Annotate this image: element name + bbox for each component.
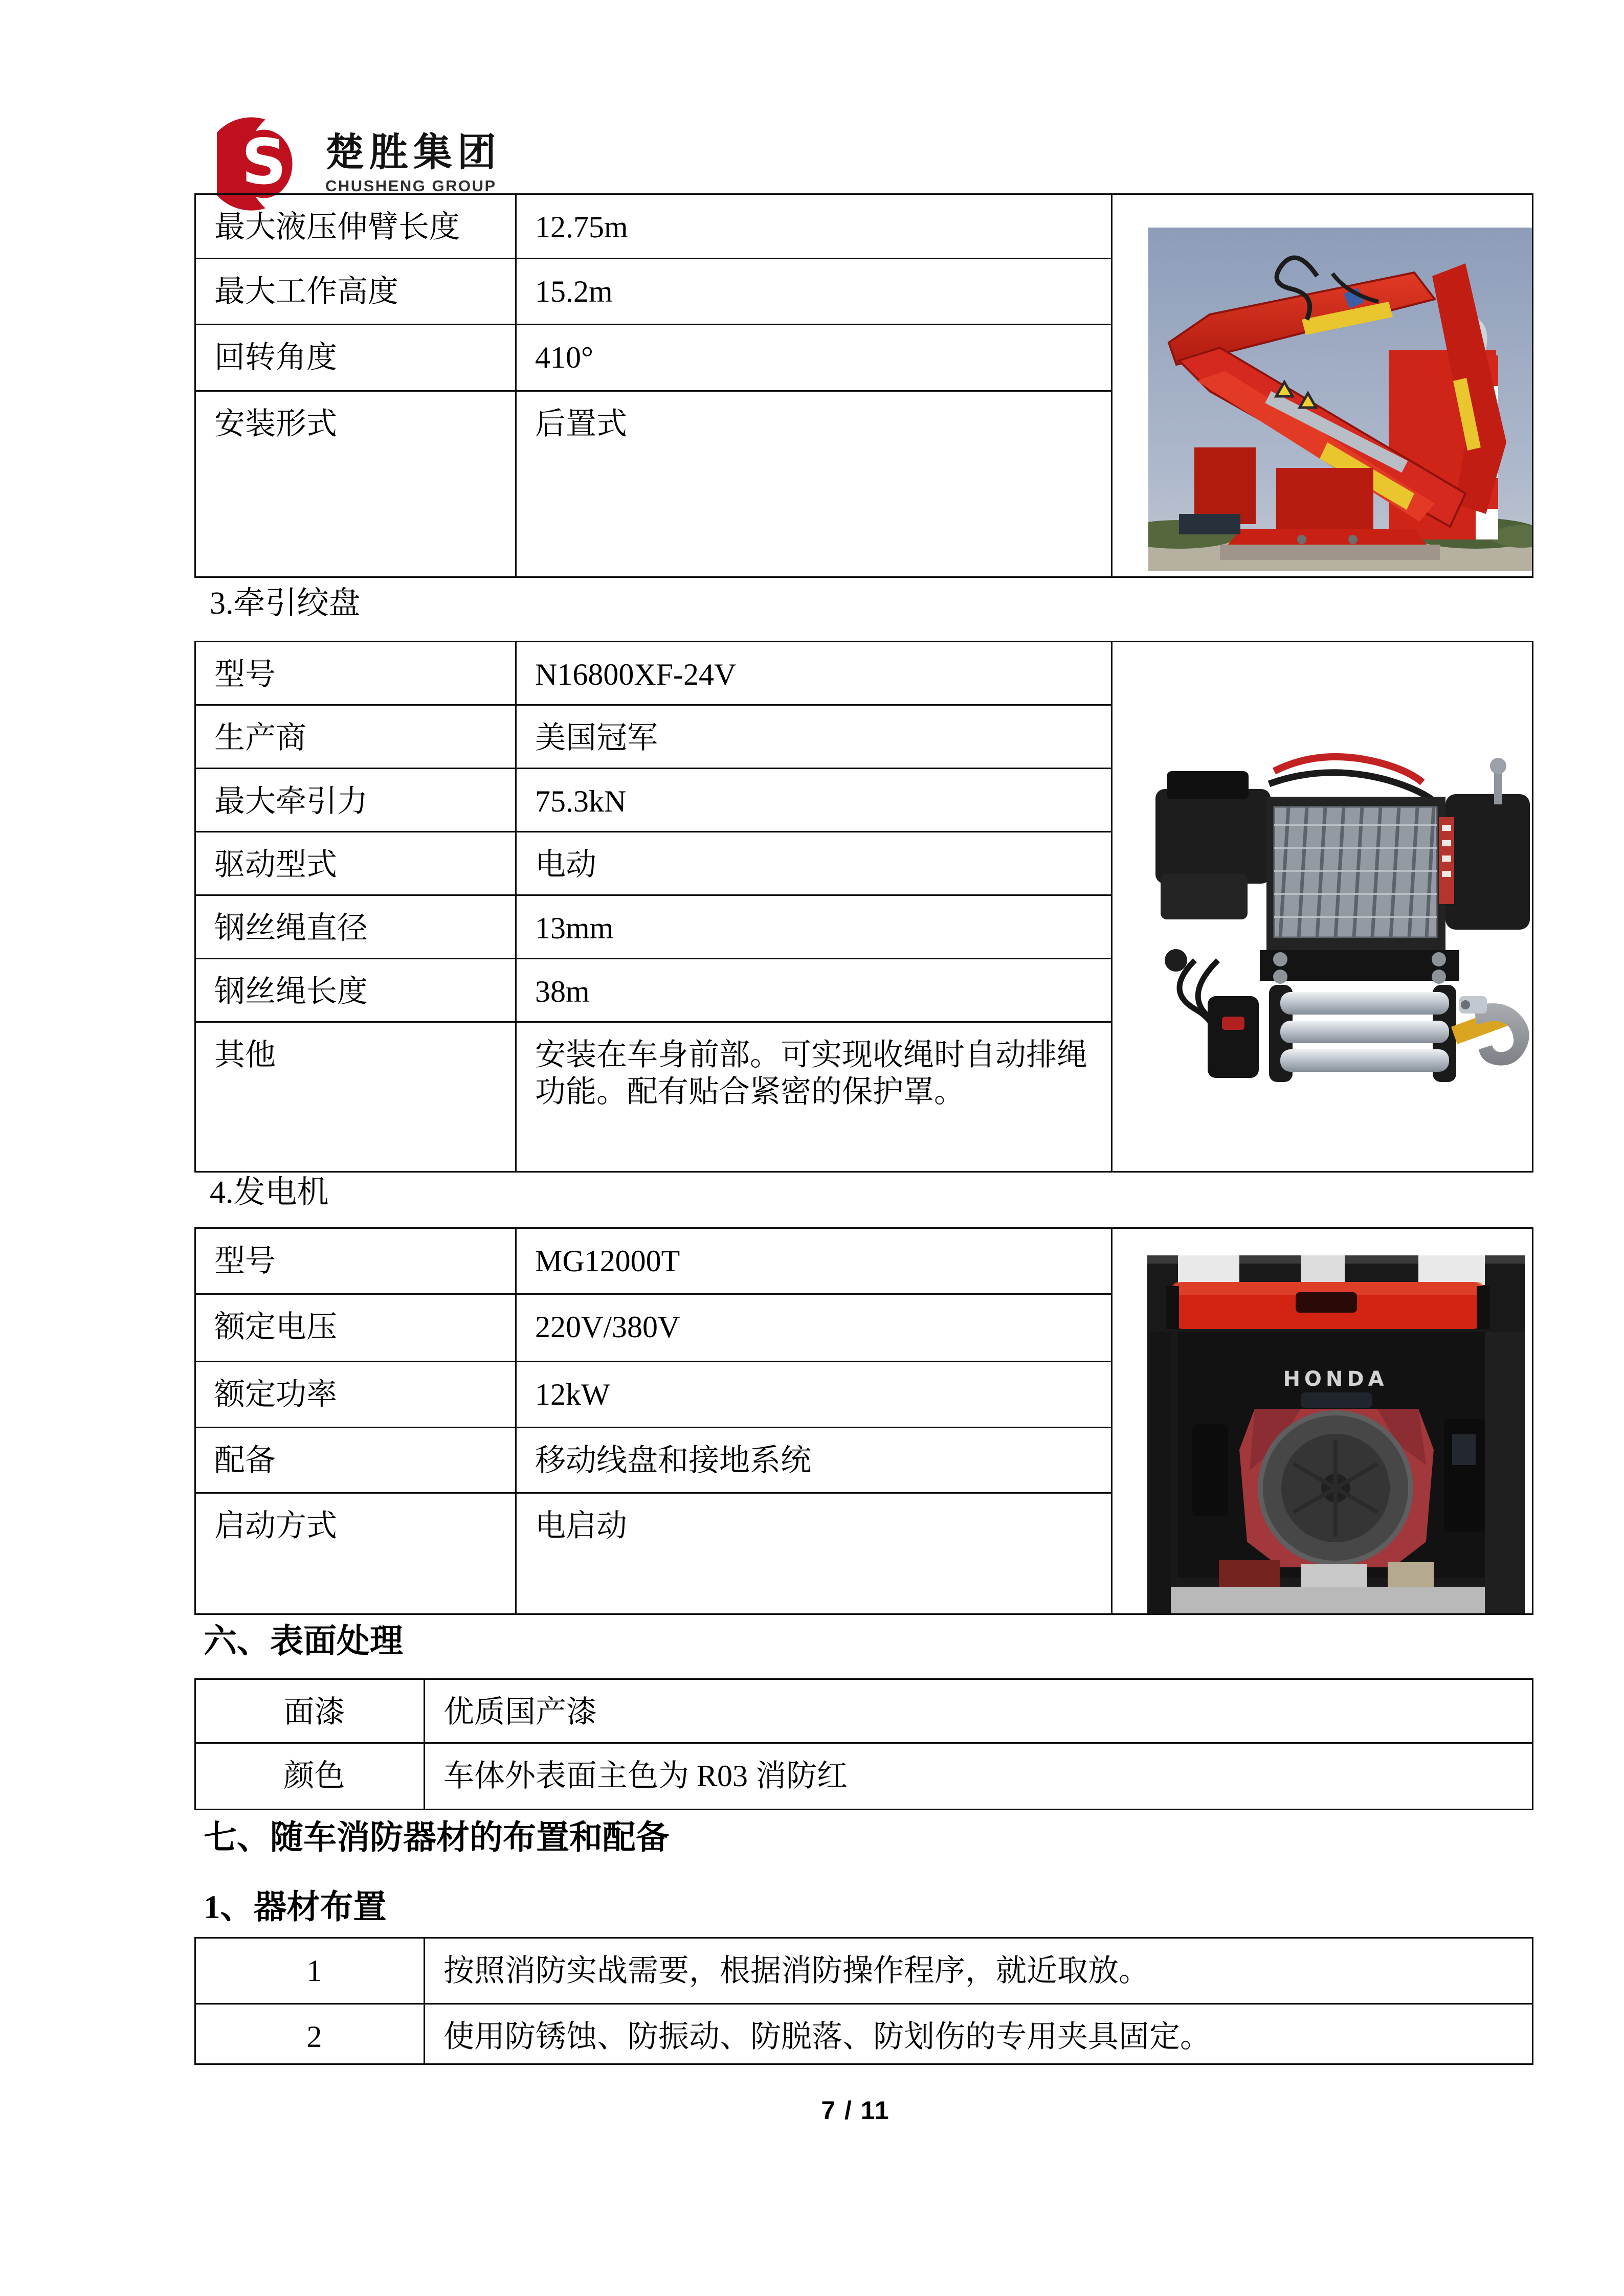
surface-label-cell: 面漆 bbox=[195, 1679, 425, 1743]
spec-label-cell: 回转角度 bbox=[195, 325, 516, 391]
spec-label-cell: 其他 bbox=[195, 1022, 516, 1172]
svg-text:HONDA: HONDA bbox=[1283, 1367, 1388, 1391]
generator-photo-cell bbox=[1112, 1228, 1533, 1614]
surface-label-cell: 颜色 bbox=[195, 1743, 425, 1810]
spec-label-cell: 最大牵引力 bbox=[195, 769, 516, 832]
winch-photo bbox=[1146, 740, 1533, 1098]
logo-name-cn: 楚胜集团 bbox=[325, 131, 501, 174]
spec-value-cell: 12kW bbox=[516, 1362, 1112, 1428]
winch-photo-cell bbox=[1112, 642, 1533, 1172]
layout-text-cell: 使用防锈蚀、防振动、防脱落、防划伤的专用夹具固定。 bbox=[425, 2004, 1533, 2064]
spec-value-cell: 75.3kN bbox=[516, 769, 1112, 832]
surface-table bbox=[194, 1678, 1533, 1810]
spec-value-cell: 13mm bbox=[516, 895, 1112, 959]
spec-label-cell: 最大液压伸臂长度 bbox=[195, 194, 516, 259]
spec-label-cell: 最大工作高度 bbox=[195, 259, 516, 325]
spec-label-cell: 型号 bbox=[195, 642, 516, 705]
spec-value-cell: 移动线盘和接地系统 bbox=[516, 1427, 1112, 1493]
generator-photo bbox=[1147, 1255, 1525, 1613]
spec-value-cell: 12.75m bbox=[516, 194, 1112, 259]
spec-value-cell: 15.2m bbox=[516, 259, 1112, 325]
spec-value-cell: 410° bbox=[516, 325, 1112, 391]
spec-label-cell: 配备 bbox=[195, 1427, 516, 1493]
spec-label-cell: 安装形式 bbox=[195, 391, 516, 577]
spec-label-cell: 额定功率 bbox=[195, 1362, 516, 1428]
spec-value-cell: 美国冠军 bbox=[516, 705, 1112, 769]
spec-label-cell: 额定电压 bbox=[195, 1294, 516, 1362]
spec-label-cell: 型号 bbox=[195, 1228, 516, 1294]
spec-label-cell: 启动方式 bbox=[195, 1493, 516, 1614]
spec-label-cell: 驱动型式 bbox=[195, 832, 516, 895]
spec-value-cell: 安装在车身前部。可实现收绳时自动排绳功能。配有贴合紧密的保护罩。 bbox=[516, 1022, 1112, 1172]
page-number: 7 / 11 bbox=[821, 2096, 890, 2125]
logo-name-en: CHUSHENG GROUP bbox=[325, 177, 497, 195]
spec-value-cell: N16800XF-24V bbox=[516, 642, 1112, 705]
section-heading-surface: 六、表面处理 bbox=[204, 1623, 404, 1660]
winch-spec-table bbox=[194, 641, 1533, 1173]
spec-value-cell: 220V/380V bbox=[516, 1294, 1112, 1362]
layout-text-cell: 按照消防实战需要，根据消防操作程序，就近取放。 bbox=[425, 1938, 1533, 2004]
surface-value-cell: 车体外表面主色为 R03 消防红 bbox=[425, 1743, 1533, 1810]
spec-value-cell: 38m bbox=[516, 959, 1112, 1022]
crane-photo bbox=[1148, 228, 1532, 571]
generator-spec-table bbox=[194, 1227, 1533, 1615]
spec-value-cell: MG12000T bbox=[516, 1228, 1112, 1294]
section-heading-equipment: 七、随车消防器材的布置和配备 bbox=[204, 1819, 670, 1856]
layout-table bbox=[194, 1937, 1533, 2065]
section-heading-winch: 3.牵引绞盘 bbox=[210, 586, 361, 621]
spec-value-cell: 电启动 bbox=[516, 1493, 1112, 1614]
spec-value-cell: 后置式 bbox=[516, 391, 1112, 577]
spec-label-cell: 生产商 bbox=[195, 705, 516, 769]
section-heading-layout: 1、器材布置 bbox=[204, 1889, 387, 1926]
layout-number-cell: 2 bbox=[195, 2004, 425, 2064]
surface-value-cell: 优质国产漆 bbox=[425, 1679, 1533, 1743]
spec-label-cell: 钢丝绳直径 bbox=[195, 895, 516, 959]
layout-number-cell: 1 bbox=[195, 1938, 425, 2004]
spec-label-cell: 钢丝绳长度 bbox=[195, 959, 516, 1022]
svg-text:S: S bbox=[241, 125, 287, 198]
logo-text bbox=[325, 131, 501, 197]
crane-spec-table bbox=[194, 193, 1533, 578]
section-heading-generator: 4.发电机 bbox=[210, 1175, 329, 1210]
spec-value-cell: 电动 bbox=[516, 832, 1112, 895]
crane-photo-cell bbox=[1112, 194, 1533, 577]
